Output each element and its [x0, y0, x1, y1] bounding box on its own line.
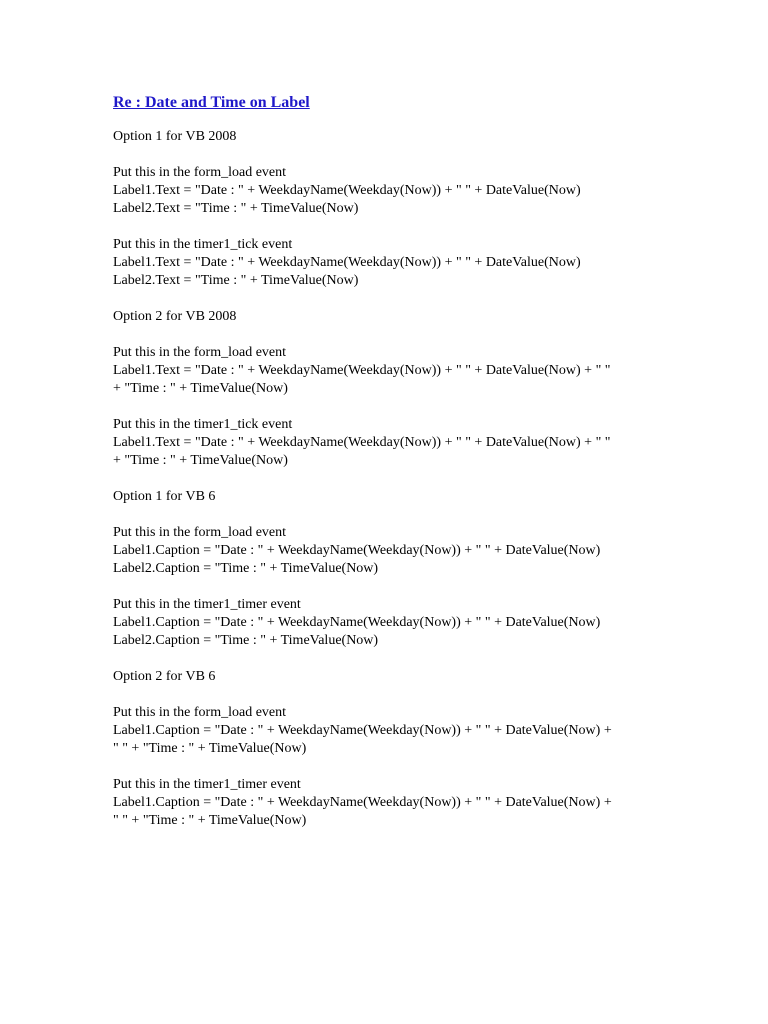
code-line: Label2.Caption = "Time : " + TimeValue(Now)	[113, 633, 379, 648]
code-line: Label1.Caption = "Date : " + WeekdayName(Weekday(Now)) + " " + DateValue(Now) +	[113, 795, 612, 810]
code-block-timer-timer	[113, 776, 673, 830]
code-line: Label1.Caption = "Date : " + WeekdayName(Weekday(Now)) + " " + DateValue(Now)	[113, 615, 601, 630]
code-line: + "Time : " + TimeValue(Now)	[113, 381, 288, 396]
instruction-line: Put this in the form_load event	[113, 165, 287, 180]
code-line: Label1.Text = "Date : " + WeekdayName(Weekday(Now)) + " " + DateValue(Now) + " "	[113, 363, 611, 378]
section-option2-vb6	[113, 668, 673, 830]
code-block-form-load	[113, 704, 673, 758]
code-block-form-load	[113, 524, 673, 578]
code-line: Label1.Caption = "Date : " + WeekdayName(Weekday(Now)) + " " + DateValue(Now)	[113, 543, 601, 558]
post-title-link[interactable]: Re : Date and Time on Label	[113, 94, 310, 111]
instruction-line: Put this in the timer1_tick event	[113, 237, 293, 252]
code-line: + "Time : " + TimeValue(Now)	[113, 453, 288, 468]
code-line: Label1.Text = "Date : " + WeekdayName(Weekday(Now)) + " " + DateValue(Now)	[113, 255, 581, 270]
section-option1-vb6	[113, 488, 673, 650]
instruction-line: Put this in the timer1_timer event	[113, 597, 301, 612]
code-line: Label2.Caption = "Time : " + TimeValue(Now)	[113, 561, 379, 576]
code-line: Label2.Text = "Time : " + TimeValue(Now)	[113, 201, 359, 216]
instruction-line: Put this in the timer1_tick event	[113, 417, 293, 432]
code-block-timer-timer	[113, 596, 673, 650]
code-line: Label2.Text = "Time : " + TimeValue(Now)	[113, 273, 359, 288]
code-line: " " + "Time : " + TimeValue(Now)	[113, 741, 307, 756]
code-block-form-load	[113, 344, 673, 398]
section-option2-vb2008	[113, 308, 673, 470]
section-heading: Option 1 for VB 2008	[113, 129, 237, 144]
instruction-line: Put this in the form_load event	[113, 345, 287, 360]
code-block-form-load	[113, 164, 673, 218]
code-block-timer-tick	[113, 416, 673, 470]
code-line: " " + "Time : " + TimeValue(Now)	[113, 813, 307, 828]
code-block-timer-tick	[113, 236, 673, 290]
section-heading: Option 2 for VB 2008	[113, 309, 237, 324]
code-line: Label1.Text = "Date : " + WeekdayName(Weekday(Now)) + " " + DateValue(Now) + " "	[113, 435, 611, 450]
code-line: Label1.Caption = "Date : " + WeekdayName(Weekday(Now)) + " " + DateValue(Now) +	[113, 723, 612, 738]
section-heading: Option 2 for VB 6	[113, 669, 216, 684]
section-heading: Option 1 for VB 6	[113, 489, 216, 504]
instruction-line: Put this in the form_load event	[113, 525, 287, 540]
document-page	[113, 92, 673, 848]
instruction-line: Put this in the form_load event	[113, 705, 287, 720]
instruction-line: Put this in the timer1_timer event	[113, 777, 301, 792]
section-option1-vb2008	[113, 128, 673, 290]
code-line: Label1.Text = "Date : " + WeekdayName(Weekday(Now)) + " " + DateValue(Now)	[113, 183, 581, 198]
